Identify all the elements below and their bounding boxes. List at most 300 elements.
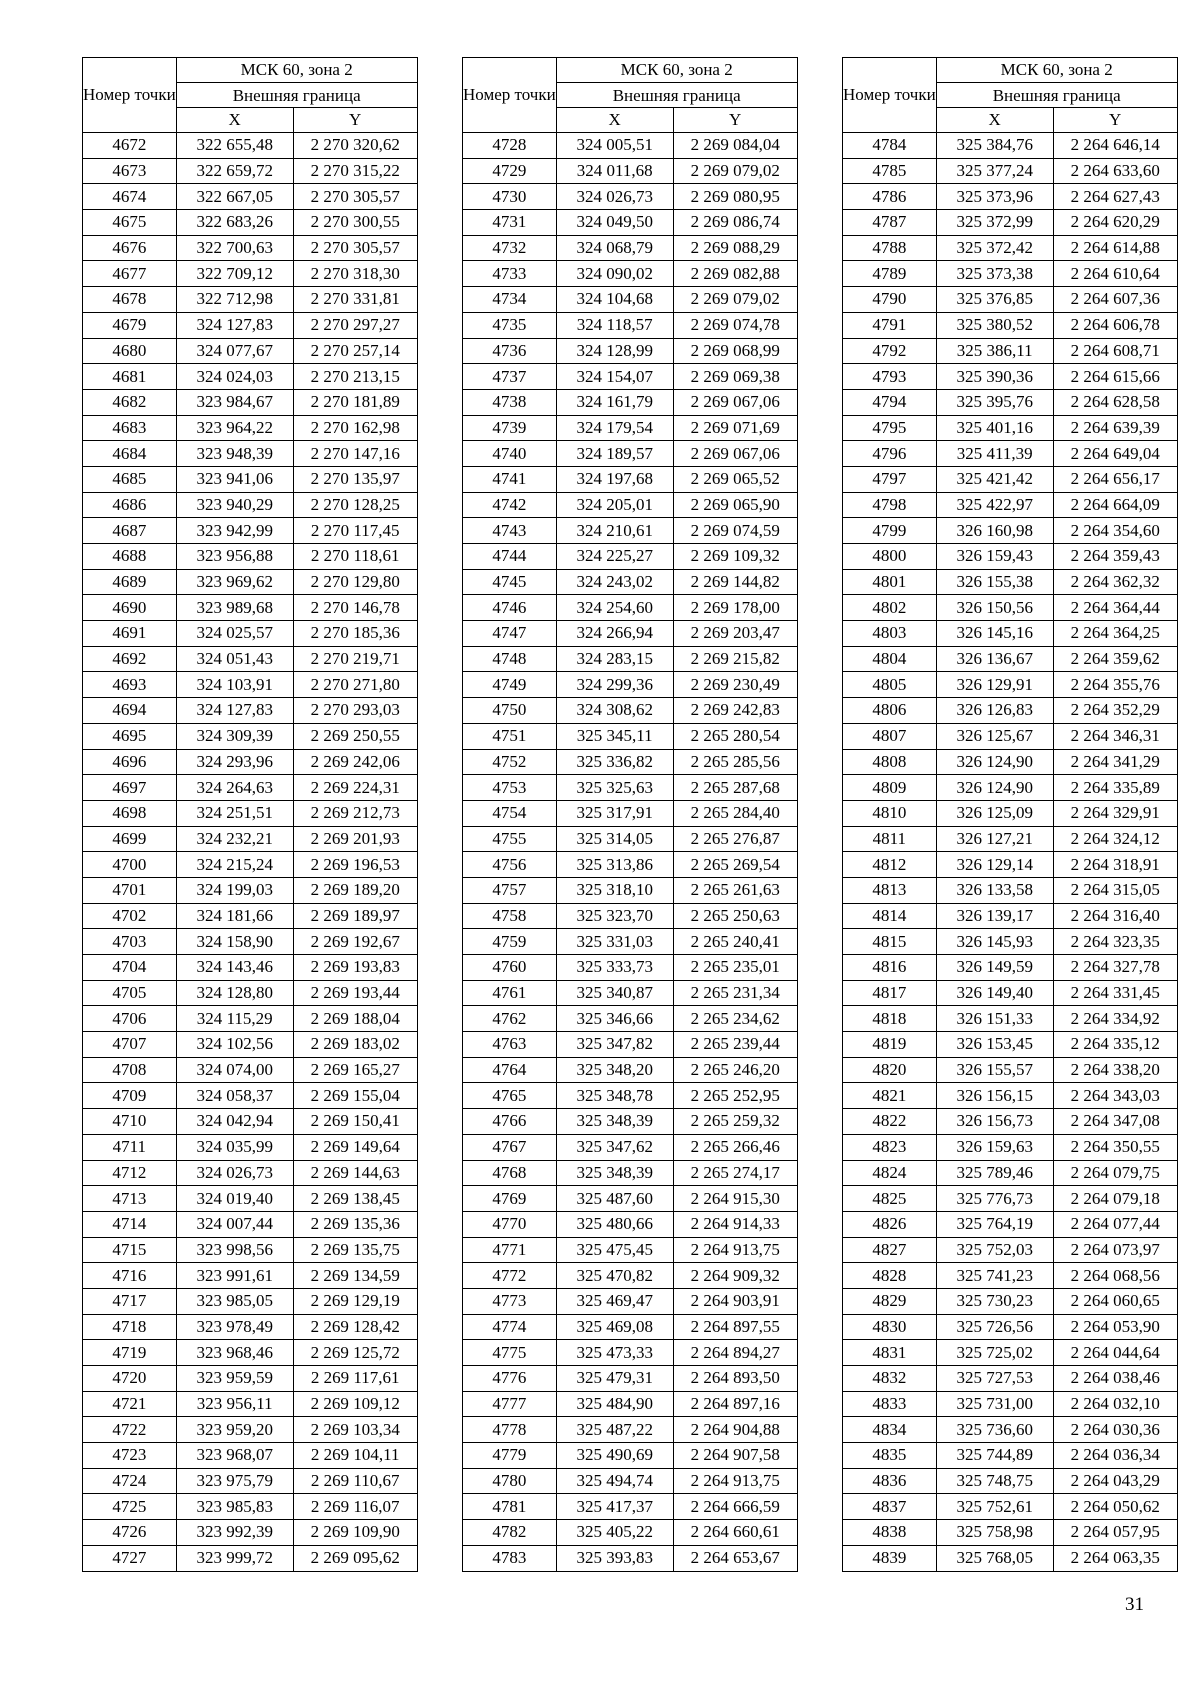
x-coordinate-cell: 324 154,07 (556, 364, 673, 390)
y-coordinate-cell: 2 265 234,62 (673, 1006, 797, 1032)
y-coordinate-cell: 2 269 212,73 (293, 800, 417, 826)
table-row (463, 903, 798, 929)
point-number-cell: 4801 (843, 569, 937, 595)
point-number-cell: 4691 (83, 621, 177, 647)
x-coordinate-cell: 326 145,16 (936, 621, 1053, 647)
point-number-cell: 4754 (463, 800, 557, 826)
x-column-header: X (556, 108, 673, 133)
x-coordinate-cell: 325 731,00 (936, 1391, 1053, 1417)
y-coordinate-cell: 2 265 287,68 (673, 775, 797, 801)
point-number-cell: 4831 (843, 1340, 937, 1366)
y-coordinate-cell: 2 265 274,17 (673, 1160, 797, 1186)
x-coordinate-cell: 325 768,05 (936, 1545, 1053, 1571)
point-number-cell: 4693 (83, 672, 177, 698)
y-coordinate-cell: 2 269 193,83 (293, 955, 417, 981)
table-row (843, 1057, 1178, 1083)
x-coordinate-cell: 325 469,08 (556, 1314, 673, 1340)
x-coordinate-cell: 325 752,61 (936, 1494, 1053, 1520)
y-coordinate-cell: 2 269 201,93 (293, 826, 417, 852)
point-number-cell: 4733 (463, 261, 557, 287)
table-row (83, 929, 418, 955)
table-row (83, 1109, 418, 1135)
y-coordinate-cell: 2 264 338,20 (1053, 1057, 1177, 1083)
x-coordinate-cell: 322 700,63 (176, 235, 293, 261)
y-coordinate-cell: 2 264 331,45 (1053, 980, 1177, 1006)
x-coordinate-cell: 326 133,58 (936, 877, 1053, 903)
coordinate-system-header: МСК 60, зона 2 (176, 58, 417, 83)
x-coordinate-cell: 324 049,50 (556, 210, 673, 236)
table-row (83, 621, 418, 647)
point-number-cell: 4719 (83, 1340, 177, 1366)
y-coordinate-cell: 2 269 135,75 (293, 1237, 417, 1263)
y-coordinate-cell: 2 269 215,82 (673, 646, 797, 672)
y-coordinate-cell: 2 264 315,05 (1053, 877, 1177, 903)
point-number-cell: 4678 (83, 287, 177, 313)
point-number-cell: 4758 (463, 903, 557, 929)
point-number-cell: 4750 (463, 698, 557, 724)
table-row (843, 698, 1178, 724)
table-row (843, 877, 1178, 903)
x-coordinate-cell: 323 985,83 (176, 1494, 293, 1520)
x-coordinate-cell: 325 422,97 (936, 492, 1053, 518)
x-coordinate-cell: 324 232,21 (176, 826, 293, 852)
y-coordinate-cell: 2 264 615,66 (1053, 364, 1177, 390)
y-coordinate-cell: 2 264 660,61 (673, 1520, 797, 1546)
y-coordinate-cell: 2 269 079,02 (673, 158, 797, 184)
x-coordinate-cell: 324 143,46 (176, 955, 293, 981)
point-number-cell: 4820 (843, 1057, 937, 1083)
y-coordinate-cell: 2 264 627,43 (1053, 184, 1177, 210)
x-coordinate-cell: 323 984,67 (176, 389, 293, 415)
point-number-cell: 4815 (843, 929, 937, 955)
y-coordinate-cell: 2 264 073,97 (1053, 1237, 1177, 1263)
table-row (463, 1160, 798, 1186)
x-coordinate-cell: 325 789,46 (936, 1160, 1053, 1186)
x-coordinate-cell: 323 964,22 (176, 415, 293, 441)
point-number-cell: 4710 (83, 1109, 177, 1135)
table-row (463, 646, 798, 672)
x-coordinate-cell: 324 215,24 (176, 852, 293, 878)
y-coordinate-cell: 2 269 109,32 (673, 544, 797, 570)
point-number-cell: 4800 (843, 544, 937, 570)
point-number-cell: 4752 (463, 749, 557, 775)
point-number-cell: 4787 (843, 210, 937, 236)
x-coordinate-cell: 325 417,37 (556, 1494, 673, 1520)
y-coordinate-cell: 2 264 614,88 (1053, 235, 1177, 261)
table-row (83, 1134, 418, 1160)
y-coordinate-cell: 2 269 192,67 (293, 929, 417, 955)
y-coordinate-cell: 2 269 067,06 (673, 389, 797, 415)
x-coordinate-cell: 326 160,98 (936, 518, 1053, 544)
x-coordinate-cell: 323 989,68 (176, 595, 293, 621)
point-number-cell: 4834 (843, 1417, 937, 1443)
table-row (83, 1366, 418, 1392)
y-coordinate-cell: 2 269 189,97 (293, 903, 417, 929)
x-coordinate-cell: 323 968,07 (176, 1443, 293, 1469)
y-coordinate-cell: 2 264 043,29 (1053, 1468, 1177, 1494)
point-number-cell: 4700 (83, 852, 177, 878)
x-coordinate-cell: 324 019,40 (176, 1186, 293, 1212)
point-number-cell: 4762 (463, 1006, 557, 1032)
table-row (83, 1237, 418, 1263)
point-number-cell: 4686 (83, 492, 177, 518)
point-number-cell: 4717 (83, 1288, 177, 1314)
x-coordinate-cell: 323 941,06 (176, 466, 293, 492)
table-row (843, 261, 1178, 287)
x-coordinate-cell: 326 124,90 (936, 775, 1053, 801)
x-coordinate-cell: 325 776,73 (936, 1186, 1053, 1212)
table-row (843, 775, 1178, 801)
y-coordinate-cell: 2 264 038,46 (1053, 1366, 1177, 1392)
point-number-cell: 4725 (83, 1494, 177, 1520)
x-coordinate-cell: 326 125,67 (936, 723, 1053, 749)
table-row (843, 621, 1178, 647)
y-coordinate-cell: 2 270 219,71 (293, 646, 417, 672)
y-coordinate-cell: 2 269 155,04 (293, 1083, 417, 1109)
point-number-cell: 4827 (843, 1237, 937, 1263)
x-coordinate-cell: 326 136,67 (936, 646, 1053, 672)
x-coordinate-cell: 325 411,39 (936, 441, 1053, 467)
table-row (83, 749, 418, 775)
y-coordinate-cell: 2 269 125,72 (293, 1340, 417, 1366)
point-number-cell: 4734 (463, 287, 557, 313)
table-row (463, 1468, 798, 1494)
x-coordinate-cell: 325 473,33 (556, 1340, 673, 1366)
coordinates-table (82, 57, 418, 1572)
x-coordinate-cell: 326 124,90 (936, 749, 1053, 775)
x-coordinate-cell: 325 744,89 (936, 1443, 1053, 1469)
y-coordinate-cell: 2 269 104,11 (293, 1443, 417, 1469)
point-number-cell: 4809 (843, 775, 937, 801)
x-coordinate-cell: 324 025,57 (176, 621, 293, 647)
x-coordinate-cell: 324 068,79 (556, 235, 673, 261)
x-coordinate-cell: 325 376,85 (936, 287, 1053, 313)
coordinates-table (842, 57, 1178, 1572)
table-row (463, 1032, 798, 1058)
table-row (83, 158, 418, 184)
y-coordinate-cell: 2 264 343,03 (1053, 1083, 1177, 1109)
table-row (463, 1109, 798, 1135)
x-coordinate-cell: 325 395,76 (936, 389, 1053, 415)
point-number-cell: 4774 (463, 1314, 557, 1340)
y-coordinate-cell: 2 264 907,58 (673, 1443, 797, 1469)
y-coordinate-cell: 2 269 086,74 (673, 210, 797, 236)
x-coordinate-cell: 323 959,20 (176, 1417, 293, 1443)
table-row (463, 569, 798, 595)
x-coordinate-cell: 324 090,02 (556, 261, 673, 287)
x-coordinate-cell: 324 189,57 (556, 441, 673, 467)
y-coordinate-cell: 2 270 185,36 (293, 621, 417, 647)
point-number-cell: 4803 (843, 621, 937, 647)
x-coordinate-cell: 324 007,44 (176, 1211, 293, 1237)
y-coordinate-cell: 2 264 053,90 (1053, 1314, 1177, 1340)
table-row (843, 338, 1178, 364)
x-coordinate-cell: 325 494,74 (556, 1468, 673, 1494)
x-coordinate-cell: 323 998,56 (176, 1237, 293, 1263)
table-row (843, 389, 1178, 415)
y-coordinate-cell: 2 264 068,56 (1053, 1263, 1177, 1289)
table-row (463, 1263, 798, 1289)
y-coordinate-cell: 2 269 242,83 (673, 698, 797, 724)
x-coordinate-cell: 323 968,46 (176, 1340, 293, 1366)
x-coordinate-cell: 325 372,42 (936, 235, 1053, 261)
y-coordinate-cell: 2 269 069,38 (673, 364, 797, 390)
x-coordinate-cell: 325 386,11 (936, 338, 1053, 364)
x-coordinate-cell: 324 051,43 (176, 646, 293, 672)
x-coordinate-cell: 325 748,75 (936, 1468, 1053, 1494)
point-number-cell: 4765 (463, 1083, 557, 1109)
point-number-cell: 4742 (463, 492, 557, 518)
point-number-cell: 4767 (463, 1134, 557, 1160)
point-number-header: Номер точки (843, 58, 937, 133)
y-coordinate-cell: 2 265 250,63 (673, 903, 797, 929)
x-coordinate-cell: 323 942,99 (176, 518, 293, 544)
x-coordinate-cell: 325 336,82 (556, 749, 673, 775)
table-row (843, 723, 1178, 749)
x-coordinate-cell: 324 035,99 (176, 1134, 293, 1160)
table-row (843, 1340, 1178, 1366)
y-coordinate-cell: 2 264 329,91 (1053, 800, 1177, 826)
y-coordinate-cell: 2 264 346,31 (1053, 723, 1177, 749)
table-row (843, 1443, 1178, 1469)
point-number-cell: 4837 (843, 1494, 937, 1520)
boundary-header: Внешняя граница (556, 83, 797, 108)
x-coordinate-cell: 325 401,16 (936, 415, 1053, 441)
y-coordinate-cell: 2 265 240,41 (673, 929, 797, 955)
point-number-cell: 4674 (83, 184, 177, 210)
table-row (83, 1520, 418, 1546)
y-coordinate-cell: 2 269 224,31 (293, 775, 417, 801)
y-coordinate-cell: 2 265 239,44 (673, 1032, 797, 1058)
y-coordinate-cell: 2 269 068,99 (673, 338, 797, 364)
x-coordinate-cell: 324 128,80 (176, 980, 293, 1006)
y-coordinate-cell: 2 269 165,27 (293, 1057, 417, 1083)
point-number-cell: 4727 (83, 1545, 177, 1571)
x-coordinate-cell: 325 314,05 (556, 826, 673, 852)
table-row (83, 723, 418, 749)
point-number-cell: 4761 (463, 980, 557, 1006)
x-coordinate-cell: 322 683,26 (176, 210, 293, 236)
table-row (463, 287, 798, 313)
x-coordinate-cell: 324 179,54 (556, 415, 673, 441)
y-coordinate-cell: 2 269 071,69 (673, 415, 797, 441)
x-coordinate-cell: 323 948,39 (176, 441, 293, 467)
x-coordinate-cell: 323 959,59 (176, 1366, 293, 1392)
table-row (843, 364, 1178, 390)
y-coordinate-cell: 2 264 610,64 (1053, 261, 1177, 287)
point-number-cell: 4701 (83, 877, 177, 903)
y-coordinate-cell: 2 264 628,58 (1053, 389, 1177, 415)
point-number-cell: 4826 (843, 1211, 937, 1237)
table-row (83, 877, 418, 903)
point-number-cell: 4741 (463, 466, 557, 492)
point-number-cell: 4751 (463, 723, 557, 749)
table-row (843, 646, 1178, 672)
table-row (463, 723, 798, 749)
point-number-cell: 4730 (463, 184, 557, 210)
point-number-cell: 4728 (463, 133, 557, 159)
point-number-cell: 4718 (83, 1314, 177, 1340)
y-coordinate-cell: 2 264 897,16 (673, 1391, 797, 1417)
point-number-cell: 4714 (83, 1211, 177, 1237)
table-row (463, 235, 798, 261)
coordinate-system-header: МСК 60, зона 2 (556, 58, 797, 83)
point-number-cell: 4783 (463, 1545, 557, 1571)
y-coordinate-cell: 2 264 335,12 (1053, 1032, 1177, 1058)
point-number-cell: 4749 (463, 672, 557, 698)
table-row (83, 1186, 418, 1212)
table-row (463, 1366, 798, 1392)
table-row (83, 210, 418, 236)
point-number-cell: 4822 (843, 1109, 937, 1135)
y-coordinate-cell: 2 264 653,67 (673, 1545, 797, 1571)
table-row (463, 210, 798, 236)
y-coordinate-cell: 2 270 257,14 (293, 338, 417, 364)
y-coordinate-cell: 2 264 664,09 (1053, 492, 1177, 518)
point-number-cell: 4735 (463, 312, 557, 338)
point-number-cell: 4781 (463, 1494, 557, 1520)
table-row (463, 492, 798, 518)
table-row (843, 852, 1178, 878)
table-row (463, 698, 798, 724)
x-coordinate-cell: 325 752,03 (936, 1237, 1053, 1263)
point-number-cell: 4839 (843, 1545, 937, 1571)
x-coordinate-cell: 323 956,11 (176, 1391, 293, 1417)
point-number-header: Номер точки (463, 58, 557, 133)
x-coordinate-cell: 325 347,62 (556, 1134, 673, 1160)
point-number-cell: 4791 (843, 312, 937, 338)
y-coordinate-cell: 2 264 915,30 (673, 1186, 797, 1212)
x-coordinate-cell: 324 308,62 (556, 698, 673, 724)
y-coordinate-cell: 2 269 242,06 (293, 749, 417, 775)
table-row (463, 158, 798, 184)
x-coordinate-cell: 323 999,72 (176, 1545, 293, 1571)
y-coordinate-cell: 2 269 193,44 (293, 980, 417, 1006)
point-number-cell: 4716 (83, 1263, 177, 1289)
y-coordinate-cell: 2 265 231,34 (673, 980, 797, 1006)
y-coordinate-cell: 2 264 606,78 (1053, 312, 1177, 338)
x-coordinate-cell: 325 348,78 (556, 1083, 673, 1109)
y-coordinate-cell: 2 264 050,62 (1053, 1494, 1177, 1520)
table-row (83, 1417, 418, 1443)
y-coordinate-cell: 2 270 213,15 (293, 364, 417, 390)
y-coordinate-cell: 2 269 116,07 (293, 1494, 417, 1520)
x-coordinate-cell: 324 254,60 (556, 595, 673, 621)
table-row (463, 1134, 798, 1160)
point-number-cell: 4770 (463, 1211, 557, 1237)
point-number-cell: 4713 (83, 1186, 177, 1212)
x-coordinate-cell: 322 709,12 (176, 261, 293, 287)
table-row (463, 466, 798, 492)
x-coordinate-cell: 324 293,96 (176, 749, 293, 775)
y-coordinate-cell: 2 264 324,12 (1053, 826, 1177, 852)
y-coordinate-cell: 2 270 118,61 (293, 544, 417, 570)
x-coordinate-cell: 325 470,82 (556, 1263, 673, 1289)
point-number-cell: 4715 (83, 1237, 177, 1263)
table-row (83, 1468, 418, 1494)
table-row (463, 749, 798, 775)
point-number-cell: 4746 (463, 595, 557, 621)
y-coordinate-cell: 2 264 620,29 (1053, 210, 1177, 236)
x-coordinate-cell: 323 978,49 (176, 1314, 293, 1340)
x-coordinate-cell: 326 145,93 (936, 929, 1053, 955)
x-coordinate-cell: 324 264,63 (176, 775, 293, 801)
x-coordinate-cell: 325 484,90 (556, 1391, 673, 1417)
point-number-cell: 4760 (463, 955, 557, 981)
x-coordinate-cell: 325 469,47 (556, 1288, 673, 1314)
table-row (463, 261, 798, 287)
table-row (843, 287, 1178, 313)
y-column-header: Y (293, 108, 417, 133)
x-column-header: X (936, 108, 1053, 133)
y-coordinate-cell: 2 264 608,71 (1053, 338, 1177, 364)
x-coordinate-cell: 325 758,98 (936, 1520, 1053, 1546)
table-row (463, 1237, 798, 1263)
x-coordinate-cell: 324 118,57 (556, 312, 673, 338)
table-row (83, 1032, 418, 1058)
x-coordinate-cell: 324 042,94 (176, 1109, 293, 1135)
y-coordinate-cell: 2 264 057,95 (1053, 1520, 1177, 1546)
point-number-cell: 4778 (463, 1417, 557, 1443)
table-row (843, 518, 1178, 544)
y-coordinate-cell: 2 264 897,55 (673, 1314, 797, 1340)
point-number-cell: 4818 (843, 1006, 937, 1032)
point-number-cell: 4722 (83, 1417, 177, 1443)
point-number-cell: 4738 (463, 389, 557, 415)
y-coordinate-cell: 2 265 284,40 (673, 800, 797, 826)
x-coordinate-cell: 322 667,05 (176, 184, 293, 210)
table-row (843, 1109, 1178, 1135)
x-coordinate-cell: 325 726,56 (936, 1314, 1053, 1340)
y-coordinate-cell: 2 265 269,54 (673, 852, 797, 878)
x-coordinate-cell: 325 373,38 (936, 261, 1053, 287)
table-row (83, 1083, 418, 1109)
table-row (463, 826, 798, 852)
point-number-cell: 4756 (463, 852, 557, 878)
coordinates-table (462, 57, 798, 1572)
x-coordinate-cell: 326 149,40 (936, 980, 1053, 1006)
x-coordinate-cell: 325 736,60 (936, 1417, 1053, 1443)
point-number-cell: 4707 (83, 1032, 177, 1058)
y-coordinate-cell: 2 270 162,98 (293, 415, 417, 441)
point-number-cell: 4764 (463, 1057, 557, 1083)
point-number-cell: 4838 (843, 1520, 937, 1546)
point-number-cell: 4706 (83, 1006, 177, 1032)
x-coordinate-cell: 326 156,73 (936, 1109, 1053, 1135)
point-number-cell: 4829 (843, 1288, 937, 1314)
table-row (83, 1391, 418, 1417)
y-coordinate-cell: 2 264 913,75 (673, 1237, 797, 1263)
y-coordinate-cell: 2 269 067,06 (673, 441, 797, 467)
x-coordinate-cell: 324 058,37 (176, 1083, 293, 1109)
point-number-cell: 4723 (83, 1443, 177, 1469)
point-number-cell: 4740 (463, 441, 557, 467)
table-row (463, 852, 798, 878)
x-coordinate-cell: 326 126,83 (936, 698, 1053, 724)
point-number-cell: 4817 (843, 980, 937, 1006)
y-coordinate-cell: 2 264 327,78 (1053, 955, 1177, 981)
x-coordinate-cell: 324 127,83 (176, 698, 293, 724)
point-number-cell: 4766 (463, 1109, 557, 1135)
x-column-header: X (176, 108, 293, 133)
table-row (843, 158, 1178, 184)
y-coordinate-cell: 2 265 259,32 (673, 1109, 797, 1135)
y-coordinate-cell: 2 270 146,78 (293, 595, 417, 621)
table-row (843, 441, 1178, 467)
y-coordinate-cell: 2 269 196,53 (293, 852, 417, 878)
table-row (83, 492, 418, 518)
table-row (83, 1263, 418, 1289)
